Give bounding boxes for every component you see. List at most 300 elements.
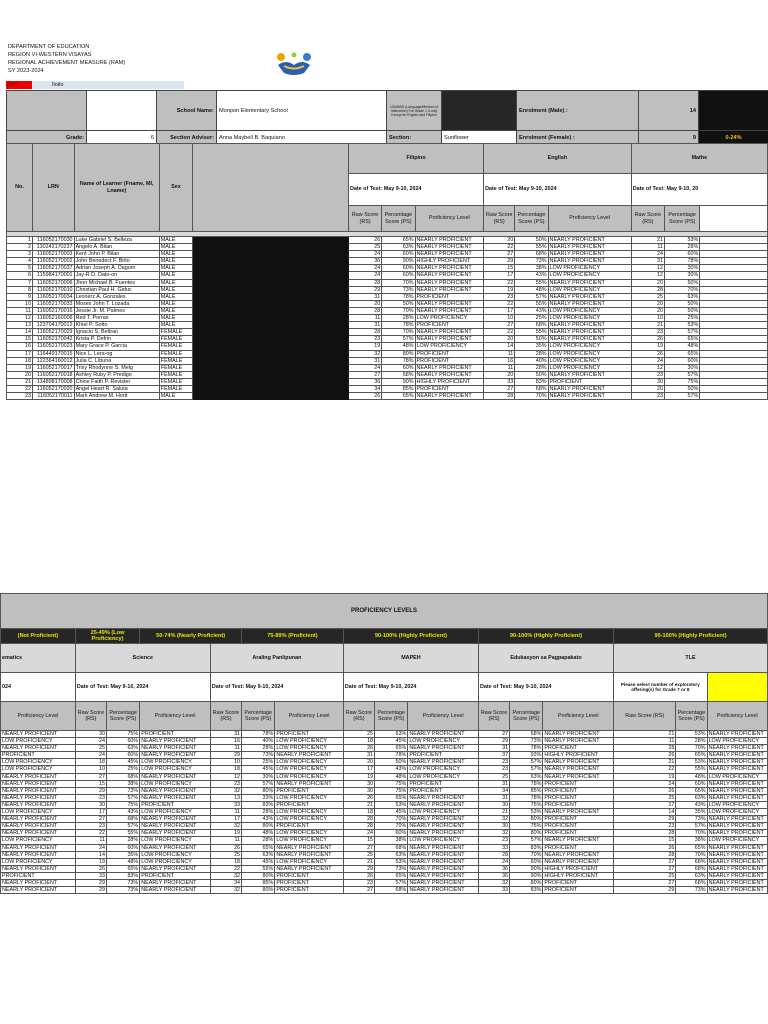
- sci-ps: 68%: [106, 816, 139, 823]
- tle-raw[interactable]: 29: [614, 816, 676, 823]
- filipino-raw[interactable]: 26: [348, 393, 381, 400]
- filipino-raw[interactable]: 28: [348, 279, 381, 286]
- ap-raw[interactable]: 18: [210, 858, 241, 865]
- english-raw[interactable]: 27: [484, 322, 515, 329]
- math-pl: NEARLY PROFICIENT: [1, 851, 76, 858]
- mapeh-raw[interactable]: 24: [343, 830, 374, 837]
- english-raw[interactable]: 15: [484, 265, 515, 272]
- mapeh-pl: NEARLY PROFICIENT: [408, 844, 479, 851]
- ap-raw[interactable]: 26: [210, 844, 241, 851]
- sci-pl: PROFICIENT: [140, 801, 211, 808]
- sci-raw[interactable]: 17: [75, 809, 106, 816]
- mapeh-raw[interactable]: 17: [343, 766, 374, 773]
- ap-raw[interactable]: 19: [210, 830, 241, 837]
- math-raw[interactable]: 11: [631, 244, 664, 251]
- mapeh-raw[interactable]: 15: [343, 837, 374, 844]
- english-raw[interactable]: 11: [484, 350, 515, 357]
- tle-ps: 28%: [676, 738, 707, 745]
- english-pl: NEARLY PROFICIENT: [548, 371, 631, 378]
- esp-raw[interactable]: 31: [478, 794, 509, 801]
- sci-raw[interactable]: 11: [75, 837, 106, 844]
- math-raw[interactable]: 26: [631, 336, 664, 343]
- subject-science: Science: [75, 644, 210, 673]
- filipino-raw[interactable]: 24: [348, 251, 381, 258]
- math-pl: [700, 265, 768, 272]
- esp-raw[interactable]: 24: [478, 858, 509, 865]
- ap-raw[interactable]: 25: [210, 851, 241, 858]
- hidden-cell: [307, 357, 349, 364]
- raw-score-header: Raw Score (RS): [631, 206, 664, 232]
- english-raw[interactable]: 27: [484, 385, 515, 392]
- math-pl: [700, 322, 768, 329]
- filipino-ps: 85%: [382, 385, 415, 392]
- ap-raw[interactable]: 22: [210, 865, 241, 872]
- esp-raw[interactable]: 34: [478, 787, 509, 794]
- filipino-pl: NEARLY PROFICIENT: [415, 371, 484, 378]
- tle-pl: LOW PROFICIENCY: [707, 809, 767, 816]
- filipino-raw[interactable]: 26: [348, 237, 381, 244]
- mapeh-raw[interactable]: 29: [343, 865, 374, 872]
- ap-raw[interactable]: 34: [210, 879, 241, 886]
- math-raw[interactable]: 28: [631, 286, 664, 293]
- english-raw[interactable]: 27: [484, 251, 515, 258]
- english-raw[interactable]: 22: [484, 244, 515, 251]
- learner-no: 16: [7, 343, 33, 350]
- ap-ps: 28%: [242, 809, 275, 816]
- legend-nearly: 50-74% (Nearly Proficient): [140, 629, 242, 644]
- ap-pl: LOW PROFICIENCY: [275, 794, 344, 801]
- tle-raw[interactable]: 22: [614, 766, 676, 773]
- math-raw[interactable]: 24: [631, 251, 664, 258]
- table-row: [1, 865, 768, 872]
- learner-name: John Benedect F. Brito: [74, 258, 159, 265]
- ap-raw[interactable]: 10: [210, 759, 241, 766]
- learner-lrn: 116052170037: [32, 265, 74, 272]
- ap-raw[interactable]: 32: [210, 823, 241, 830]
- english-raw[interactable]: 22: [484, 300, 515, 307]
- sci-raw[interactable]: 29: [75, 887, 106, 894]
- mapeh-raw[interactable]: 28: [343, 823, 374, 830]
- mapeh-raw[interactable]: 21: [343, 801, 374, 808]
- filipino-pl: PROFICIENT: [415, 385, 484, 392]
- mapeh-pl: PROFICIENT: [408, 787, 479, 794]
- sci-raw[interactable]: 18: [75, 759, 106, 766]
- sci-raw[interactable]: 33: [75, 872, 106, 879]
- tle-raw[interactable]: 27: [614, 865, 676, 872]
- filipino-ps: 90%: [382, 378, 415, 385]
- english-raw[interactable]: 28: [484, 393, 515, 400]
- table-row: [7, 293, 768, 300]
- sci-ps: 57%: [106, 794, 139, 801]
- tle-raw[interactable]: 26: [614, 752, 676, 759]
- hidden-cell: [255, 364, 307, 371]
- adviser-value[interactable]: Anna Maybell B. Baquiano: [217, 131, 387, 146]
- pl-header-blank: [700, 206, 768, 232]
- math-raw[interactable]: 20: [631, 385, 664, 392]
- math-raw[interactable]: 21: [631, 322, 664, 329]
- english-raw[interactable]: 19: [484, 286, 515, 293]
- table-row: [1, 738, 768, 745]
- esp-pl: HIGHLY PROFICIENT: [543, 752, 614, 759]
- english-raw[interactable]: 33: [484, 378, 515, 385]
- mapeh-raw[interactable]: 25: [343, 851, 374, 858]
- ap-ps: 57%: [242, 780, 275, 787]
- sci-raw[interactable]: 27: [75, 816, 106, 823]
- mapeh-ps: 68%: [375, 844, 408, 851]
- learner-sex: MALE: [159, 244, 192, 251]
- esp-raw[interactable]: 23: [478, 759, 509, 766]
- blank-header: [193, 144, 349, 232]
- hidden-cell: [255, 378, 307, 385]
- esp-raw[interactable]: 37: [478, 752, 509, 759]
- filipino-ps: 70%: [382, 329, 415, 336]
- filipino-raw[interactable]: 20: [348, 300, 381, 307]
- grade-value[interactable]: 6: [87, 131, 157, 146]
- math-pl: [700, 385, 768, 392]
- filipino-raw[interactable]: 19: [348, 343, 381, 350]
- ap-raw[interactable]: 12: [210, 773, 241, 780]
- english-raw[interactable]: 23: [484, 293, 515, 300]
- english-pl: NEARLY PROFICIENT: [548, 300, 631, 307]
- english-raw[interactable]: 20: [484, 371, 515, 378]
- mapeh-raw[interactable]: 26: [343, 794, 374, 801]
- ap-raw[interactable]: 32: [210, 787, 241, 794]
- ap-raw[interactable]: 33: [210, 801, 241, 808]
- ap-raw[interactable]: 18: [210, 766, 241, 773]
- hidden-cell: [307, 279, 349, 286]
- sci-raw[interactable]: 30: [75, 801, 106, 808]
- raw-score-header: Raw Score (RS): [478, 702, 509, 731]
- esp-pl: NEARLY PROFICIENT: [543, 766, 614, 773]
- filipino-raw[interactable]: 28: [348, 329, 381, 336]
- section-value[interactable]: Sunflower: [442, 131, 517, 146]
- filipino-raw[interactable]: 34: [348, 385, 381, 392]
- ap-ps: 65%: [242, 844, 275, 851]
- ap-raw[interactable]: 31: [210, 731, 241, 738]
- esp-ps: 78%: [510, 794, 543, 801]
- english-pl: NEARLY PROFICIENT: [548, 244, 631, 251]
- esp-raw[interactable]: 36: [478, 872, 509, 879]
- mapeh-raw[interactable]: 26: [343, 872, 374, 879]
- ap-pl: NEARLY PROFICIENT: [275, 865, 344, 872]
- school-name-value[interactable]: Monpon Elementary School: [217, 91, 387, 131]
- esp-raw[interactable]: 28: [478, 851, 509, 858]
- learner-lrn: 122364160012: [32, 357, 74, 364]
- pl-header: Proficiency Level: [415, 206, 484, 232]
- enrolment-female-value[interactable]: 9: [639, 131, 699, 146]
- mapeh-raw[interactable]: 18: [343, 738, 374, 745]
- esp-raw[interactable]: 25: [478, 773, 509, 780]
- english-raw[interactable]: 22: [484, 279, 515, 286]
- ap-raw[interactable]: 13: [210, 794, 241, 801]
- mapeh-ps: 75%: [375, 787, 408, 794]
- tle-raw[interactable]: 25: [614, 794, 676, 801]
- esp-pl: PROFICIENT: [543, 823, 614, 830]
- math-ps: 30%: [664, 364, 699, 371]
- esp-raw[interactable]: 31: [478, 745, 509, 752]
- ap-raw[interactable]: 32: [210, 872, 241, 879]
- tle-raw[interactable]: 28: [614, 830, 676, 837]
- tle-raw[interactable]: 14: [614, 809, 676, 816]
- english-raw[interactable]: 22: [484, 329, 515, 336]
- ap-raw[interactable]: 29: [210, 752, 241, 759]
- math-ps: 60%: [664, 357, 699, 364]
- sci-raw[interactable]: 29: [75, 879, 106, 886]
- hidden-cell: [307, 322, 349, 329]
- esp-raw[interactable]: 21: [478, 809, 509, 816]
- filipino-raw[interactable]: 27: [348, 371, 381, 378]
- esp-raw[interactable]: 30: [478, 801, 509, 808]
- sci-raw[interactable]: 15: [75, 780, 106, 787]
- esp-raw[interactable]: 33: [478, 844, 509, 851]
- ap-raw[interactable]: 32: [210, 887, 241, 894]
- filipino-raw[interactable]: 24: [348, 272, 381, 279]
- ap-raw[interactable]: 16: [210, 738, 241, 745]
- table-row: [1, 794, 768, 801]
- tle-raw[interactable]: 26: [614, 844, 676, 851]
- tle-raw[interactable]: 25: [614, 872, 676, 879]
- tle-raw[interactable]: 17: [614, 801, 676, 808]
- ap-raw[interactable]: 11: [210, 837, 241, 844]
- tle-ps: 53%: [676, 759, 707, 766]
- math-raw[interactable]: 24: [631, 357, 664, 364]
- ps-header: Percentage Score (PS): [510, 702, 543, 731]
- math-raw[interactable]: 23: [631, 329, 664, 336]
- filipino-raw[interactable]: 31: [348, 322, 381, 329]
- learner-name: Luke Gabriel S. Belleza: [74, 237, 159, 244]
- math-raw[interactable]: 31: [631, 258, 664, 265]
- mapeh-raw[interactable]: 27: [343, 887, 374, 894]
- table-row: [1, 823, 768, 830]
- math-raw[interactable]: 19: [631, 343, 664, 350]
- filipino-raw[interactable]: 11: [348, 315, 381, 322]
- mapeh-raw[interactable]: 27: [343, 844, 374, 851]
- tle-raw[interactable]: 27: [614, 858, 676, 865]
- filipino-raw[interactable]: 31: [348, 293, 381, 300]
- math-raw[interactable]: 20: [631, 300, 664, 307]
- sci-raw[interactable]: 25: [75, 745, 106, 752]
- tle-raw[interactable]: 21: [614, 759, 676, 766]
- tle-raw[interactable]: 24: [614, 780, 676, 787]
- tle-raw[interactable]: 28: [614, 745, 676, 752]
- english-raw[interactable]: 17: [484, 307, 515, 314]
- filipino-raw[interactable]: 31: [348, 357, 381, 364]
- math-ps: 53%: [664, 237, 699, 244]
- math-raw[interactable]: 25: [631, 293, 664, 300]
- tle-pl: NEARLY PROFICIENT: [707, 830, 767, 837]
- tle-raw[interactable]: 28: [614, 851, 676, 858]
- hidden-cell: [193, 336, 255, 343]
- mapeh-raw[interactable]: 30: [343, 780, 374, 787]
- tle-raw[interactable]: 23: [614, 823, 676, 830]
- esp-raw[interactable]: 32: [478, 816, 509, 823]
- mapeh-raw[interactable]: 26: [343, 745, 374, 752]
- learner-lrn: 116052170033: [32, 300, 74, 307]
- math-raw[interactable]: 12: [631, 272, 664, 279]
- esp-raw[interactable]: 29: [478, 738, 509, 745]
- mapeh-ps: 75%: [375, 780, 408, 787]
- sci-raw[interactable]: 30: [75, 731, 106, 738]
- math-pl: PROFICIENT: [1, 872, 76, 879]
- filipino-pl: NEARLY PROFICIENT: [415, 272, 484, 279]
- english-pl: NEARLY PROFICIENT: [548, 322, 631, 329]
- learner-name: Ashley Ruby P. Predigo: [74, 371, 159, 378]
- sci-raw[interactable]: 24: [75, 738, 106, 745]
- esp-pl: PROFICIENT: [543, 801, 614, 808]
- mapeh-raw[interactable]: 23: [343, 879, 374, 886]
- sci-raw[interactable]: 24: [75, 752, 106, 759]
- ap-raw[interactable]: 11: [210, 809, 241, 816]
- english-pl: NEARLY PROFICIENT: [548, 329, 631, 336]
- esp-raw[interactable]: 32: [478, 879, 509, 886]
- ap-raw[interactable]: 17: [210, 816, 241, 823]
- ap-ps: 45%: [242, 858, 275, 865]
- math-raw[interactable]: 20: [631, 279, 664, 286]
- filipino-raw[interactable]: 28: [348, 307, 381, 314]
- english-raw[interactable]: 20: [484, 336, 515, 343]
- math-raw[interactable]: 26: [631, 350, 664, 357]
- sci-raw[interactable]: 24: [75, 844, 106, 851]
- esp-raw[interactable]: 27: [478, 731, 509, 738]
- hidden-cell: [193, 300, 255, 307]
- ldm-select[interactable]: [442, 91, 517, 131]
- math-raw[interactable]: 10: [631, 315, 664, 322]
- tle-offering-select[interactable]: [707, 673, 767, 702]
- tle-ps: 63%: [676, 794, 707, 801]
- english-raw[interactable]: 16: [484, 357, 515, 364]
- english-raw[interactable]: 29: [484, 258, 515, 265]
- math-ps: 78%: [664, 258, 699, 265]
- sci-raw[interactable]: 14: [75, 851, 106, 858]
- filipino-raw[interactable]: 36: [348, 378, 381, 385]
- mapeh-raw[interactable]: 31: [343, 752, 374, 759]
- table-row: [1, 858, 768, 865]
- mapeh-ps: 65%: [375, 872, 408, 879]
- sci-raw[interactable]: 19: [75, 858, 106, 865]
- esp-pl: NEARLY PROFICIENT: [543, 731, 614, 738]
- hidden-cell: [307, 265, 349, 272]
- math-raw[interactable]: 12: [631, 364, 664, 371]
- english-raw[interactable]: 17: [484, 272, 515, 279]
- math-raw[interactable]: 12: [631, 265, 664, 272]
- filipino-pl: NEARLY PROFICIENT: [415, 300, 484, 307]
- learner-name: Mary Grace P. Garcia: [74, 343, 159, 350]
- filipino-raw[interactable]: 23: [348, 336, 381, 343]
- esp-raw[interactable]: 36: [478, 865, 509, 872]
- sci-raw[interactable]: 23: [75, 823, 106, 830]
- mapeh-raw[interactable]: 28: [343, 816, 374, 823]
- table-row: [7, 279, 768, 286]
- esp-ps: 57%: [510, 837, 543, 844]
- english-pl: LOW PROFICIENCY: [548, 357, 631, 364]
- subject-math-cut: ematics: [1, 644, 76, 673]
- ap-raw[interactable]: 23: [210, 780, 241, 787]
- tle-raw[interactable]: 29: [614, 887, 676, 894]
- table-row: [7, 265, 768, 272]
- math-raw[interactable]: 20: [631, 307, 664, 314]
- tle-raw[interactable]: 21: [614, 731, 676, 738]
- english-raw[interactable]: 10: [484, 315, 515, 322]
- info-dark-cell: [699, 91, 768, 131]
- ap-pl: NEARLY PROFICIENT: [275, 780, 344, 787]
- sci-raw[interactable]: 29: [75, 787, 106, 794]
- esp-raw[interactable]: 23: [478, 837, 509, 844]
- mapeh-raw[interactable]: 25: [343, 731, 374, 738]
- sci-raw[interactable]: 10: [75, 766, 106, 773]
- english-raw[interactable]: 14: [484, 343, 515, 350]
- sci-raw[interactable]: 27: [75, 773, 106, 780]
- math-raw[interactable]: 30: [631, 378, 664, 385]
- learner-sex: MALE: [159, 307, 192, 314]
- filipino-raw[interactable]: 24: [348, 265, 381, 272]
- sci-raw[interactable]: 26: [75, 865, 106, 872]
- filipino-raw[interactable]: 25: [348, 244, 381, 251]
- math-raw[interactable]: 23: [631, 371, 664, 378]
- learner-name: Jay-R D. Dato-on: [74, 272, 159, 279]
- hidden-cell: [255, 265, 307, 272]
- division-value[interactable]: Iloilo: [32, 81, 184, 89]
- ap-pl: LOW PROFICIENCY: [275, 816, 344, 823]
- esp-raw[interactable]: 23: [478, 766, 509, 773]
- tle-raw[interactable]: 26: [614, 787, 676, 794]
- tle-raw[interactable]: 11: [614, 738, 676, 745]
- math-pl: NEARLY PROFICIENT: [1, 731, 76, 738]
- filipino-raw[interactable]: 32: [348, 350, 381, 357]
- tle-pl: NEARLY PROFICIENT: [707, 766, 767, 773]
- learner-sex: MALE: [159, 272, 192, 279]
- tle-raw[interactable]: 19: [614, 773, 676, 780]
- mapeh-ps: 70%: [375, 823, 408, 830]
- learner-sex: FEMALE: [159, 364, 192, 371]
- math-pl: [700, 251, 768, 258]
- filipino-raw[interactable]: 36: [348, 258, 381, 265]
- tle-raw[interactable]: 15: [614, 837, 676, 844]
- sci-raw[interactable]: 22: [75, 830, 106, 837]
- mapeh-raw[interactable]: 18: [343, 809, 374, 816]
- english-raw[interactable]: 11: [484, 364, 515, 371]
- english-pl: LOW PROFICIENCY: [548, 272, 631, 279]
- table-row: [7, 300, 768, 307]
- esp-raw[interactable]: 33: [478, 887, 509, 894]
- math-raw[interactable]: 23: [631, 393, 664, 400]
- ap-raw[interactable]: 11: [210, 745, 241, 752]
- mapeh-raw[interactable]: 21: [343, 858, 374, 865]
- learner-sex: FEMALE: [159, 336, 192, 343]
- mapeh-raw[interactable]: 19: [343, 773, 374, 780]
- filipino-raw[interactable]: 29: [348, 286, 381, 293]
- tle-raw[interactable]: 27: [614, 879, 676, 886]
- math-raw[interactable]: 21: [631, 237, 664, 244]
- esp-raw[interactable]: 31: [478, 780, 509, 787]
- learner-name: Kent John P. Bilan: [74, 251, 159, 258]
- mapeh-raw[interactable]: 20: [343, 759, 374, 766]
- mapeh-raw[interactable]: 30: [343, 787, 374, 794]
- math-ps: 30%: [664, 272, 699, 279]
- esp-raw[interactable]: 30: [478, 823, 509, 830]
- filipino-raw[interactable]: 24: [348, 364, 381, 371]
- sci-raw[interactable]: 23: [75, 794, 106, 801]
- math-ps: 60%: [664, 251, 699, 258]
- esp-raw[interactable]: 32: [478, 830, 509, 837]
- enrolment-male-value[interactable]: 14: [639, 91, 699, 131]
- learner-no: 1: [7, 237, 33, 244]
- ap-ps: 63%: [242, 851, 275, 858]
- math-pl: NEARLY PROFICIENT: [1, 830, 76, 837]
- english-raw[interactable]: 20: [484, 237, 515, 244]
- learner-name: Khiel P. Sotto: [74, 322, 159, 329]
- mapeh-pl: NEARLY PROFICIENT: [408, 887, 479, 894]
- section-label: Section:: [387, 131, 442, 146]
